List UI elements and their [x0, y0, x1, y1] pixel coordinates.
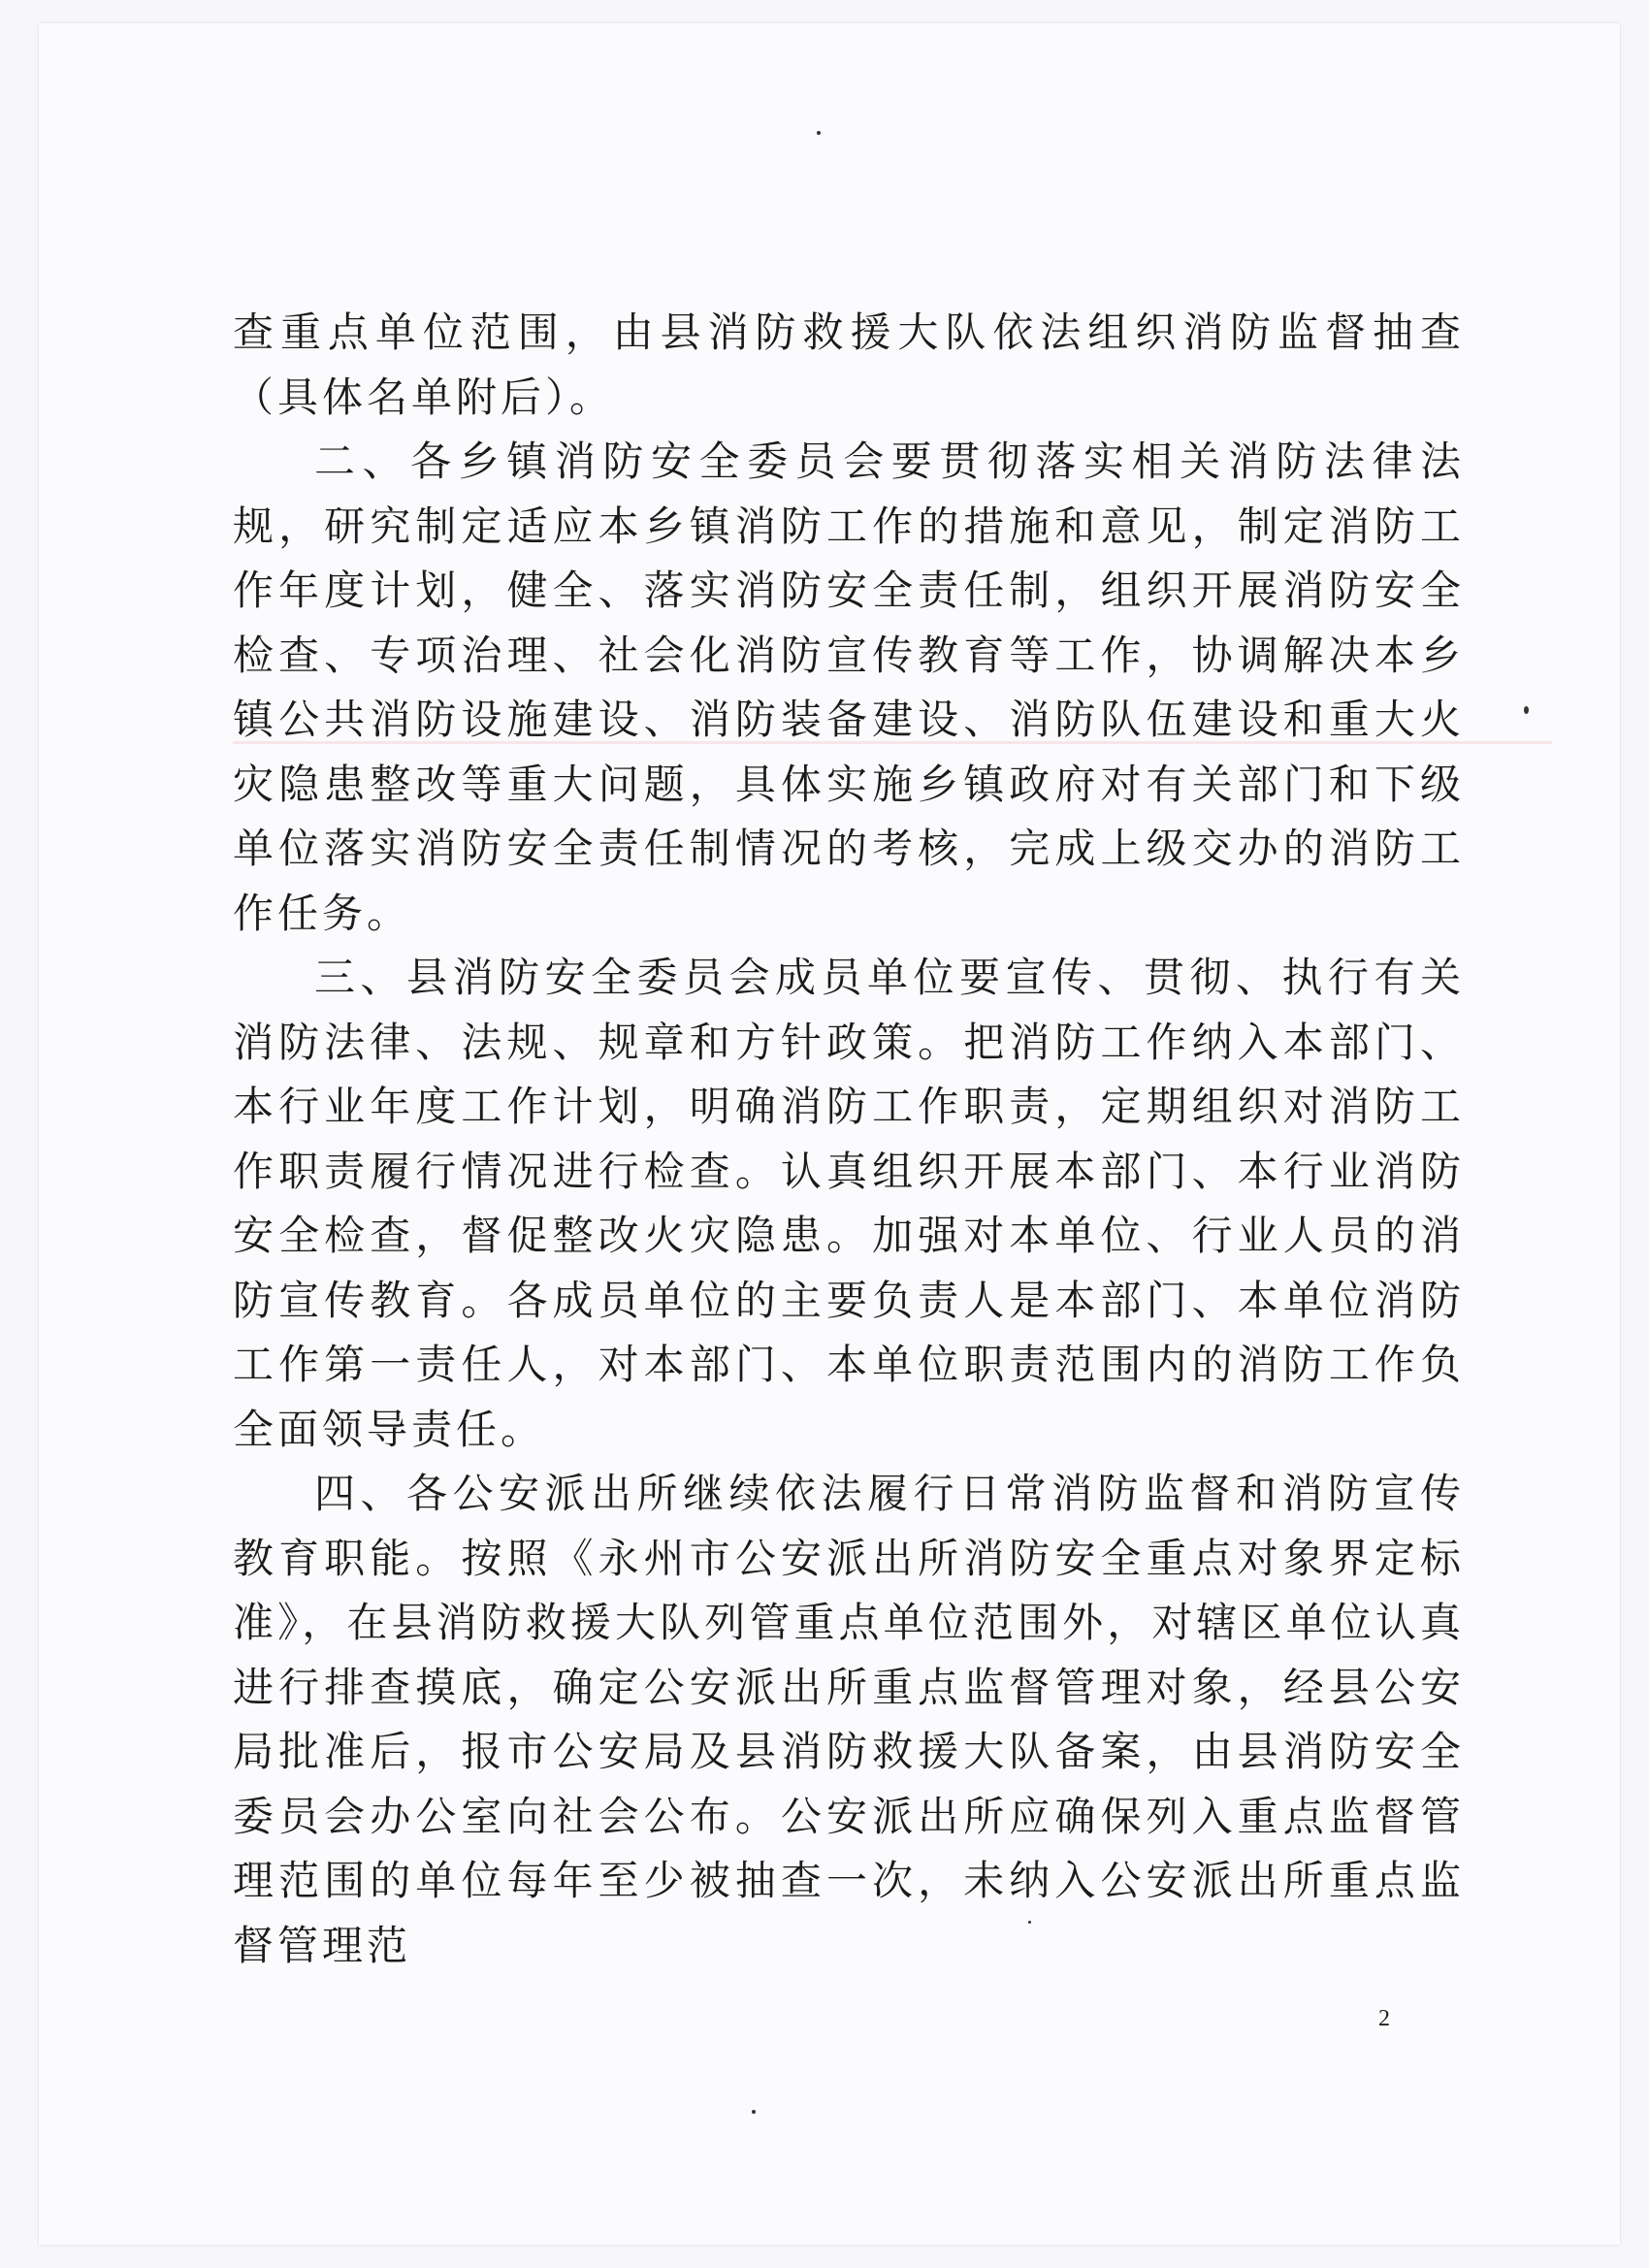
document-body: [233, 301, 1465, 1978]
scan-speck: [817, 131, 821, 135]
scan-speck: [1524, 706, 1529, 714]
page-number: 2: [1378, 2006, 1390, 2031]
paragraph-continuation: 查重点单位范围，由县消防救援大队依法组织消防监督抽查（具体名单附后）。: [233, 308, 1465, 421]
paragraph-item-2: 二、各乡镇消防安全委员会要贯彻落实相关消防法律法规，研究制定适应本乡镇消防工作的措施和意见，制定消防工作年度计划，健全、落实消防安全责任制，组织开展消防安全检查、专项治理、社会化消防宣传教育等工作，协调解决本乡镇公共消防设施建设、消防装备建设、消防队伍建设和重大火灾隐患整改等重大问题，具体实施乡镇政府对有关部门和下级单位落实消防安全责任制情况的考核，完成上级交办的消防工作任务。: [233, 437, 1465, 937]
paragraph-item-3: 三、县消防安全委员会成员单位要宣传、贯彻、执行有关消防法律、法规、规章和方针政策。把消防工作纳入本部门、本行业年度工作计划，明确消防工作职责，定期组织对消防工作职责履行情况进行检查。认真组织开展本部门、本行业消防安全检查，督促整改火灾隐患。加强对本单位、行业人员的消防宣传教育。各成员单位的主要负责人是本部门、本单位消防工作第一责任人，对本部门、本单位职责范围内的消防工作负全面领导责任。: [233, 954, 1465, 1453]
scan-speck: [1028, 1921, 1031, 1924]
scan-speck: [752, 2110, 756, 2114]
paragraph-item-4: 四、各公安派出所继续依法履行日常消防监督和消防宣传教育职能。按照《永州市公安派出所消防安全重点对象界定标准》，在县消防救援大队列管重点单位范围外，对辖区单位认真进行排查摸底，确定公安派出所重点监督管理对象，经县公安局批准后，报市公安局及县消防救援大队备案，由县消防安全委员会办公室向社会公布。公安派出所应确保列入重点监督管理范围的单位每年至少被抽查一次，未纳入公安派出所重点监督管理范: [233, 1470, 1465, 1969]
